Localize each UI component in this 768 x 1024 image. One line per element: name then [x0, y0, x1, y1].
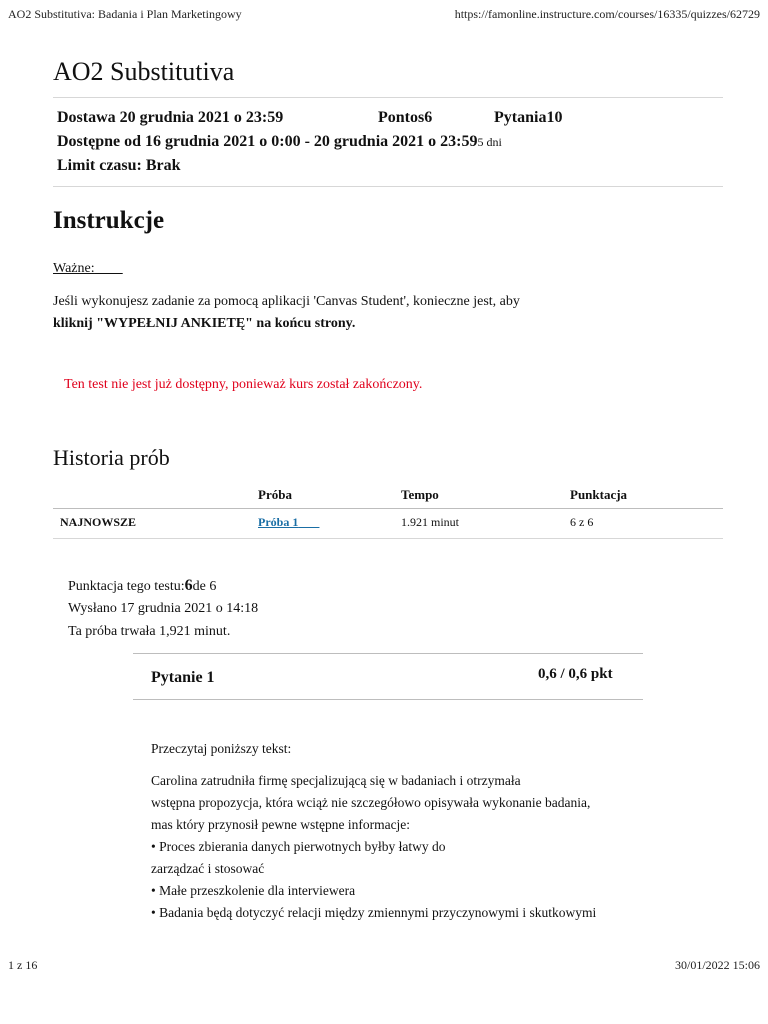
- important-label: Ważne:: [53, 261, 95, 276]
- row-label: NAJNOWSZE: [60, 515, 137, 529]
- unavailable-notice: Ten test nie jest już dostępny, ponieważ kurs został zakończony.: [64, 377, 423, 392]
- instructions-text-bold: kliknij "WYPEŁNIJ ANKIETĘ" na końcu strony.: [53, 316, 356, 331]
- instructions-text: Jeśli wykonujesz zadanie za pomocą aplikacji 'Canvas Student', konieczne jest, aby: [53, 294, 520, 309]
- question-text-line: • Małe przeszkolenie dla interviewera: [151, 883, 356, 898]
- attempt-score: 6 z 6: [570, 515, 594, 529]
- title-divider: [53, 97, 723, 98]
- points-total: Pontos6: [378, 109, 433, 126]
- column-header-time: Tempo: [401, 487, 439, 502]
- availability-range: Dostępne od 16 grudnia 2021 o 0:00 - 20 grudnia 2021 o 23:59: [57, 133, 478, 150]
- history-heading: Historia prób: [53, 445, 170, 470]
- question-header-divider: [133, 699, 643, 700]
- score-prefix: Punktacja tego testu:: [68, 579, 185, 594]
- column-header-attempt: Próba: [258, 487, 292, 502]
- print-footer-page: 1 z 16: [8, 958, 38, 972]
- question-text-line: mas który przynosił pewne wstępne informacje:: [151, 817, 411, 832]
- question-text-line: Przeczytaj poniższy tekst:: [151, 741, 292, 756]
- score-summary: [68, 577, 216, 595]
- table-bottom-divider: [53, 538, 723, 539]
- print-header-url: https://famonline.instructure.com/courses/16335/quizzes/62729: [454, 7, 760, 21]
- page-title: AO2 Substitutiva: [53, 57, 235, 86]
- time-limit: Limit czasu: Brak: [57, 157, 181, 174]
- attempt-link[interactable]: Próba 1: [258, 515, 299, 529]
- questions-count: Pytania10: [494, 109, 563, 126]
- due-date: Dostawa 20 grudnia 2021 o 23:59: [57, 109, 284, 126]
- question-text-line: wstępna propozycja, która wciąż nie szczegółowo opisywała wykonanie badania,: [151, 795, 591, 810]
- question-text-line: zarządzać i stosować: [151, 861, 265, 876]
- question-text-line: Carolina zatrudniła firmę specjalizującą się w badaniach i otrzymała: [151, 773, 521, 788]
- question-text-line: • Proces zbierania danych pierwotnych byłby łatwy do: [151, 839, 446, 854]
- column-header-score: Punktacja: [570, 487, 628, 502]
- table-header-divider: [53, 508, 723, 509]
- question-title: Pytanie 1: [151, 669, 215, 686]
- print-footer-date: 30/01/2022 15:06: [674, 958, 760, 972]
- instructions-heading: Instrukcje: [53, 207, 165, 234]
- print-header-title: AO2 Substitutiva: Badania i Plan Marketingowy: [8, 7, 242, 21]
- question-text-line: • Badania będą dotyczyć relacji między zmiennymi przyczynowymi i skutkowymi: [151, 905, 597, 920]
- question-top-divider: [133, 653, 643, 654]
- attempt-time: 1.921 minut: [401, 515, 460, 529]
- meta-divider: [53, 186, 723, 187]
- availability-days: 5 dni: [477, 135, 502, 149]
- question-points: 0,6 / 0,6 pkt: [538, 666, 613, 682]
- availability: [57, 133, 502, 151]
- attempt-duration: Ta próba trwała 1,921 minut.: [68, 624, 231, 639]
- submitted-time: Wysłano 17 grudnia 2021 o 14:18: [68, 601, 259, 616]
- attempt-link-cell: [258, 515, 319, 530]
- score-value: 6: [184, 577, 193, 594]
- score-suffix: de 6: [192, 579, 217, 594]
